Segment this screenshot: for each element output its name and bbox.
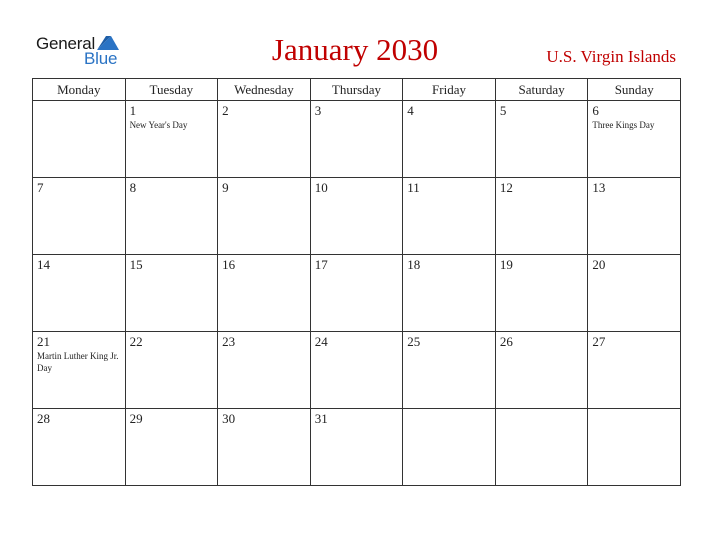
calendar-day-cell xyxy=(495,178,588,255)
calendar-week-row xyxy=(33,332,681,409)
calendar-day-cell xyxy=(403,101,496,178)
calendar-day-cell xyxy=(218,409,311,486)
day-number xyxy=(496,409,588,411)
day-number: 17 xyxy=(314,257,328,272)
day-number: 8 xyxy=(129,180,137,195)
day-number: 15 xyxy=(129,257,143,272)
weekday-header-row xyxy=(33,79,681,101)
calendar-day-cell xyxy=(125,178,218,255)
day-number: 21 xyxy=(37,334,50,349)
day-number xyxy=(403,409,495,411)
day-number: 26 xyxy=(499,334,513,349)
weekday-header: Monday xyxy=(33,79,126,101)
day-number xyxy=(588,409,680,411)
generalblue-logo xyxy=(36,34,136,68)
weekday-header: Sunday xyxy=(588,79,681,101)
calendar-day-cell xyxy=(495,409,588,486)
calendar-week-row xyxy=(33,178,681,255)
logo-text-general: General xyxy=(36,34,96,53)
day-number: 9 xyxy=(222,180,229,195)
calendar-day-cell xyxy=(218,332,311,409)
calendar-day-cell xyxy=(33,178,126,255)
weekday-header: Tuesday xyxy=(125,79,218,101)
logo-text-blue: Blue xyxy=(84,49,118,68)
day-number: 28 xyxy=(37,411,50,426)
region-label: U.S. Virgin Islands xyxy=(546,47,676,66)
holiday-label: Martin Luther King Jr. Day xyxy=(37,351,119,373)
calendar-week-row xyxy=(33,255,681,332)
day-number: 16 xyxy=(222,257,236,272)
day-number: 1 xyxy=(129,103,137,118)
calendar-day-cell xyxy=(33,255,126,332)
calendar-week-row xyxy=(33,101,681,178)
day-number: 12 xyxy=(499,180,513,195)
calendar-day-cell xyxy=(218,101,311,178)
calendar-day-cell xyxy=(33,409,126,486)
calendar-day-cell xyxy=(403,332,496,409)
day-number: 29 xyxy=(129,411,143,426)
calendar-day-cell xyxy=(125,409,218,486)
day-number: 14 xyxy=(37,257,50,272)
calendar-day-cell xyxy=(495,101,588,178)
calendar-day-cell xyxy=(588,255,681,332)
holiday-label: New Year's Day xyxy=(129,120,188,130)
calendar-day-cell xyxy=(310,178,403,255)
day-number: 31 xyxy=(314,411,328,426)
day-number: 10 xyxy=(314,180,328,195)
calendar-day-cell xyxy=(588,332,681,409)
calendar-day-cell xyxy=(218,178,311,255)
calendar-day-cell xyxy=(310,409,403,486)
day-number: 18 xyxy=(407,257,421,272)
weekday-header: Saturday xyxy=(495,79,588,101)
calendar-day-cell xyxy=(403,409,496,486)
calendar-day-cell xyxy=(33,332,126,409)
calendar-day-cell xyxy=(495,255,588,332)
day-number xyxy=(33,101,125,103)
day-number: 13 xyxy=(592,180,606,195)
day-number: 4 xyxy=(407,103,414,118)
day-number: 20 xyxy=(592,257,606,272)
day-number: 27 xyxy=(592,334,606,349)
logo-flag-icon xyxy=(97,36,119,50)
day-number: 30 xyxy=(222,411,236,426)
weekday-header: Wednesday xyxy=(218,79,311,101)
calendar-day-cell xyxy=(125,332,218,409)
calendar-day-cell xyxy=(588,101,681,178)
calendar-day-cell xyxy=(125,255,218,332)
day-number: 5 xyxy=(499,103,507,118)
calendar-day-cell xyxy=(310,332,403,409)
calendar-day-cell xyxy=(218,255,311,332)
calendar-day-cell xyxy=(495,332,588,409)
calendar-day-cell xyxy=(403,255,496,332)
day-number: 25 xyxy=(407,334,421,349)
day-number: 3 xyxy=(314,103,322,118)
calendar-title: January 2030 xyxy=(271,32,439,67)
calendar-day-cell xyxy=(588,409,681,486)
day-number: 23 xyxy=(222,334,236,349)
calendar-day-cell xyxy=(310,255,403,332)
day-number: 22 xyxy=(129,334,143,349)
day-number: 24 xyxy=(314,334,328,349)
calendar-day-cell xyxy=(33,101,126,178)
calendar-day-cell xyxy=(125,101,218,178)
weekday-header: Thursday xyxy=(310,79,403,101)
day-number: 2 xyxy=(222,103,229,118)
day-number: 7 xyxy=(37,180,44,195)
calendar-week-row xyxy=(33,409,681,486)
day-number: 19 xyxy=(499,257,513,272)
calendar-grid xyxy=(32,78,681,486)
calendar-day-cell xyxy=(588,178,681,255)
day-number: 6 xyxy=(592,103,599,118)
calendar-day-cell xyxy=(310,101,403,178)
weekday-header: Friday xyxy=(403,79,496,101)
day-number: 11 xyxy=(407,180,420,195)
calendar-day-cell xyxy=(403,178,496,255)
holiday-label: Three Kings Day xyxy=(592,120,655,130)
